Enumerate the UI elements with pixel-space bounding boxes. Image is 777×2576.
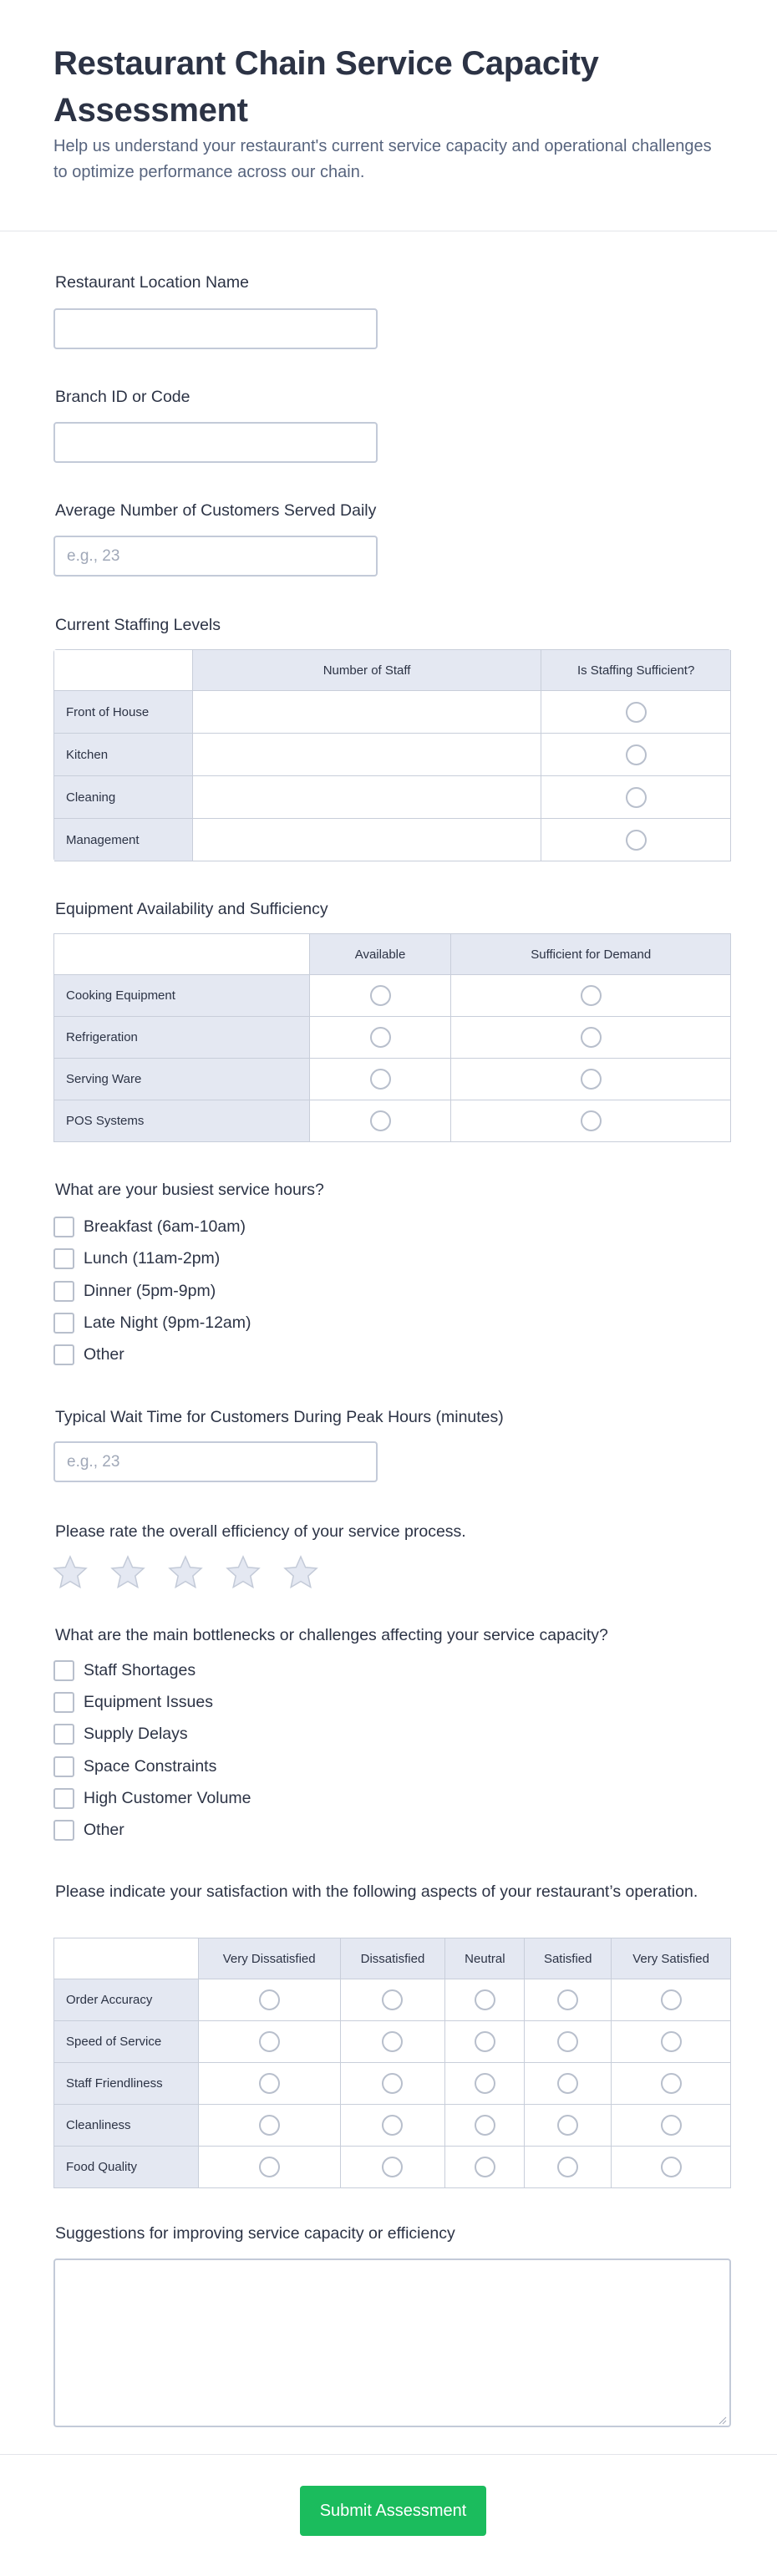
checkbox[interactable] — [53, 1724, 74, 1745]
staffing-row-label: Kitchen — [54, 734, 193, 776]
checkbox[interactable] — [53, 1692, 74, 1713]
staffing-matrix — [53, 649, 731, 861]
bottleneck-option[interactable] — [53, 1787, 251, 1809]
staffing-col-header: Number of Staff — [193, 650, 541, 691]
checkbox[interactable] — [53, 1788, 74, 1809]
satisfaction-row-label: Cleanliness — [54, 2105, 199, 2147]
busiest-hours-option[interactable] — [53, 1247, 220, 1269]
staff-count-input[interactable] — [193, 819, 541, 861]
satisfaction-radio[interactable] — [475, 2115, 495, 2136]
branch-id-label: Branch ID or Code — [55, 388, 190, 406]
option-label: Staff Shortages — [84, 1660, 196, 1679]
equipment-available-radio[interactable] — [370, 1110, 391, 1131]
branch-id-input[interactable] — [53, 422, 378, 463]
satisfaction-radio[interactable] — [382, 2031, 403, 2052]
satisfaction-col-header: Satisfied — [525, 1938, 612, 1979]
checkbox[interactable] — [53, 1313, 74, 1334]
equipment-sufficient-radio[interactable] — [581, 1069, 602, 1090]
option-label: Breakfast (6am-10am) — [84, 1217, 246, 1236]
checkbox[interactable] — [53, 1344, 74, 1365]
equipment-row-label: Refrigeration — [54, 1017, 310, 1059]
equipment-corner — [54, 934, 310, 975]
satisfaction-row — [54, 2105, 731, 2147]
staff-count-input[interactable] — [193, 691, 541, 734]
staffing-corner — [54, 650, 193, 691]
satisfaction-label: Please indicate your satisfaction with the following aspects of your restaurant’s operation. — [55, 1882, 698, 1901]
option-label: Lunch (11am-2pm) — [84, 1248, 221, 1268]
bottleneck-option[interactable] — [53, 1659, 196, 1681]
busiest-hours-option[interactable] — [53, 1344, 124, 1365]
satisfaction-row-label: Speed of Service — [54, 2021, 199, 2063]
equipment-row-label: Serving Ware — [54, 1059, 310, 1100]
staff-count-input[interactable] — [193, 734, 541, 776]
satisfaction-radio[interactable] — [557, 2031, 578, 2052]
equipment-available-radio[interactable] — [370, 985, 391, 1006]
satisfaction-col-header: Neutral — [445, 1938, 525, 1979]
satisfaction-radio[interactable] — [661, 2031, 682, 2052]
page-description: Help us understand your restaurant's current service capacity and operational challenges to optimize performance across our chain. — [53, 137, 712, 181]
equipment-available-radio[interactable] — [370, 1027, 391, 1048]
satisfaction-row — [54, 1979, 731, 2021]
option-label: Other — [84, 1344, 124, 1364]
satisfaction-col-header: Very Dissatisfied — [199, 1938, 341, 1979]
equipment-row — [54, 1100, 731, 1142]
staff-count-input[interactable] — [193, 776, 541, 819]
satisfaction-radio[interactable] — [475, 2073, 495, 2094]
satisfaction-corner — [54, 1938, 199, 1979]
equipment-sufficient-radio[interactable] — [581, 985, 602, 1006]
equipment-row — [54, 1017, 731, 1059]
satisfaction-row — [54, 2147, 731, 2188]
satisfaction-col-header: Dissatisfied — [341, 1938, 446, 1979]
checkbox[interactable] — [53, 1248, 74, 1269]
satisfaction-row-label: Order Accuracy — [54, 1979, 199, 2021]
suggestions-label: Suggestions for improving service capacity or efficiency — [55, 2224, 455, 2243]
equipment-sufficient-radio[interactable] — [581, 1027, 602, 1048]
star-icon[interactable] — [282, 1554, 319, 1591]
satisfaction-radio[interactable] — [661, 2115, 682, 2136]
option-label: Supply Delays — [84, 1724, 188, 1743]
satisfaction-radio[interactable] — [557, 1989, 578, 2010]
satisfaction-radio[interactable] — [259, 2115, 280, 2136]
staffing-sufficient-radio[interactable] — [626, 787, 647, 808]
satisfaction-row — [54, 2063, 731, 2105]
busiest-hours-option[interactable] — [53, 1216, 246, 1237]
bottleneck-option[interactable] — [53, 1723, 188, 1745]
satisfaction-radio[interactable] — [661, 2157, 682, 2177]
bottlenecks-label: What are the main bottlenecks or challenges affecting your service capacity? — [55, 1626, 608, 1644]
equipment-available-radio[interactable] — [370, 1069, 391, 1090]
equipment-matrix — [53, 933, 731, 1142]
staffing-row-label: Management — [54, 819, 193, 861]
option-label: High Customer Volume — [84, 1788, 251, 1807]
checkbox[interactable] — [53, 1756, 74, 1777]
staffing-sufficient-radio[interactable] — [626, 744, 647, 765]
option-label: Space Constraints — [84, 1756, 217, 1776]
submit-button[interactable]: Submit Assessment — [300, 2486, 486, 2536]
bottleneck-option[interactable] — [53, 1755, 216, 1777]
satisfaction-radio[interactable] — [475, 2031, 495, 2052]
satisfaction-matrix — [53, 1938, 731, 2188]
staffing-row — [54, 776, 731, 819]
satisfaction-radio[interactable] — [259, 2073, 280, 2094]
checkbox[interactable] — [53, 1281, 74, 1302]
star-icon[interactable] — [225, 1554, 262, 1591]
busiest-hours-option[interactable] — [53, 1280, 216, 1302]
footer-divider — [0, 2454, 777, 2455]
avg-customers-input[interactable] — [53, 536, 378, 577]
equipment-row-label: POS Systems — [54, 1100, 310, 1142]
bottleneck-option[interactable] — [53, 1819, 124, 1841]
suggestions-textarea[interactable] — [53, 2258, 731, 2427]
staffing-sufficient-radio[interactable] — [626, 830, 647, 851]
satisfaction-radio[interactable] — [259, 2157, 280, 2177]
satisfaction-row-label: Staff Friendliness — [54, 2063, 199, 2105]
satisfaction-radio[interactable] — [557, 2157, 578, 2177]
option-label: Other — [84, 1820, 124, 1839]
checkbox[interactable] — [53, 1820, 74, 1841]
satisfaction-radio[interactable] — [557, 2073, 578, 2094]
staffing-row-label: Cleaning — [54, 776, 193, 819]
satisfaction-radio[interactable] — [382, 2073, 403, 2094]
star-rating — [52, 1554, 340, 1591]
satisfaction-radio[interactable] — [661, 2073, 682, 2094]
page-title: Restaurant Chain Service Capacity Assessment — [53, 45, 599, 129]
satisfaction-radio[interactable] — [475, 1989, 495, 2010]
bottleneck-option[interactable] — [53, 1691, 213, 1713]
satisfaction-row — [54, 2021, 731, 2063]
staffing-sufficient-radio[interactable] — [626, 702, 647, 723]
satisfaction-radio[interactable] — [382, 2157, 403, 2177]
busiest-hours-option[interactable] — [53, 1312, 251, 1334]
satisfaction-radio[interactable] — [259, 2031, 280, 2052]
star-icon[interactable] — [167, 1554, 204, 1591]
location-name-input[interactable] — [53, 308, 378, 349]
form-header — [0, 0, 777, 231]
equipment-row-label: Cooking Equipment — [54, 975, 310, 1017]
checkbox[interactable] — [53, 1217, 74, 1237]
staffing-row — [54, 819, 731, 861]
avg-customers-label: Average Number of Customers Served Daily — [55, 501, 377, 520]
equipment-row — [54, 975, 731, 1017]
satisfaction-radio[interactable] — [382, 2115, 403, 2136]
wait-time-input[interactable] — [53, 1441, 378, 1482]
staffing-row — [54, 734, 731, 776]
equipment-col-header: Available — [310, 934, 452, 975]
efficiency-label: Please rate the overall efficiency of your service process. — [55, 1522, 466, 1541]
busiest-hours-label: What are your busiest service hours? — [55, 1181, 324, 1199]
checkbox[interactable] — [53, 1660, 74, 1681]
equipment-label: Equipment Availability and Sufficiency — [55, 900, 328, 918]
option-label: Late Night (9pm-12am) — [84, 1313, 251, 1332]
option-label: Dinner (5pm-9pm) — [84, 1281, 216, 1300]
equipment-col-header: Sufficient for Demand — [451, 934, 731, 975]
resize-grip-icon[interactable] — [717, 2415, 727, 2425]
wait-time-label: Typical Wait Time for Customers During Peak Hours (minutes) — [55, 1408, 504, 1426]
staffing-col-header: Is Staffing Sufficient? — [541, 650, 731, 691]
star-icon[interactable] — [52, 1554, 89, 1591]
equipment-sufficient-radio[interactable] — [581, 1110, 602, 1131]
star-icon[interactable] — [109, 1554, 146, 1591]
satisfaction-radio[interactable] — [661, 1989, 682, 2010]
satisfaction-row-label: Food Quality — [54, 2147, 199, 2188]
satisfaction-radio[interactable] — [475, 2157, 495, 2177]
location-name-label: Restaurant Location Name — [55, 273, 249, 292]
equipment-row — [54, 1059, 731, 1100]
satisfaction-radio[interactable] — [259, 1989, 280, 2010]
staffing-label: Current Staffing Levels — [55, 616, 221, 634]
satisfaction-col-header: Very Satisfied — [612, 1938, 731, 1979]
staffing-row — [54, 691, 731, 734]
satisfaction-radio[interactable] — [382, 1989, 403, 2010]
satisfaction-radio[interactable] — [557, 2115, 578, 2136]
staffing-row-label: Front of House — [54, 691, 193, 734]
option-label: Equipment Issues — [84, 1692, 214, 1711]
